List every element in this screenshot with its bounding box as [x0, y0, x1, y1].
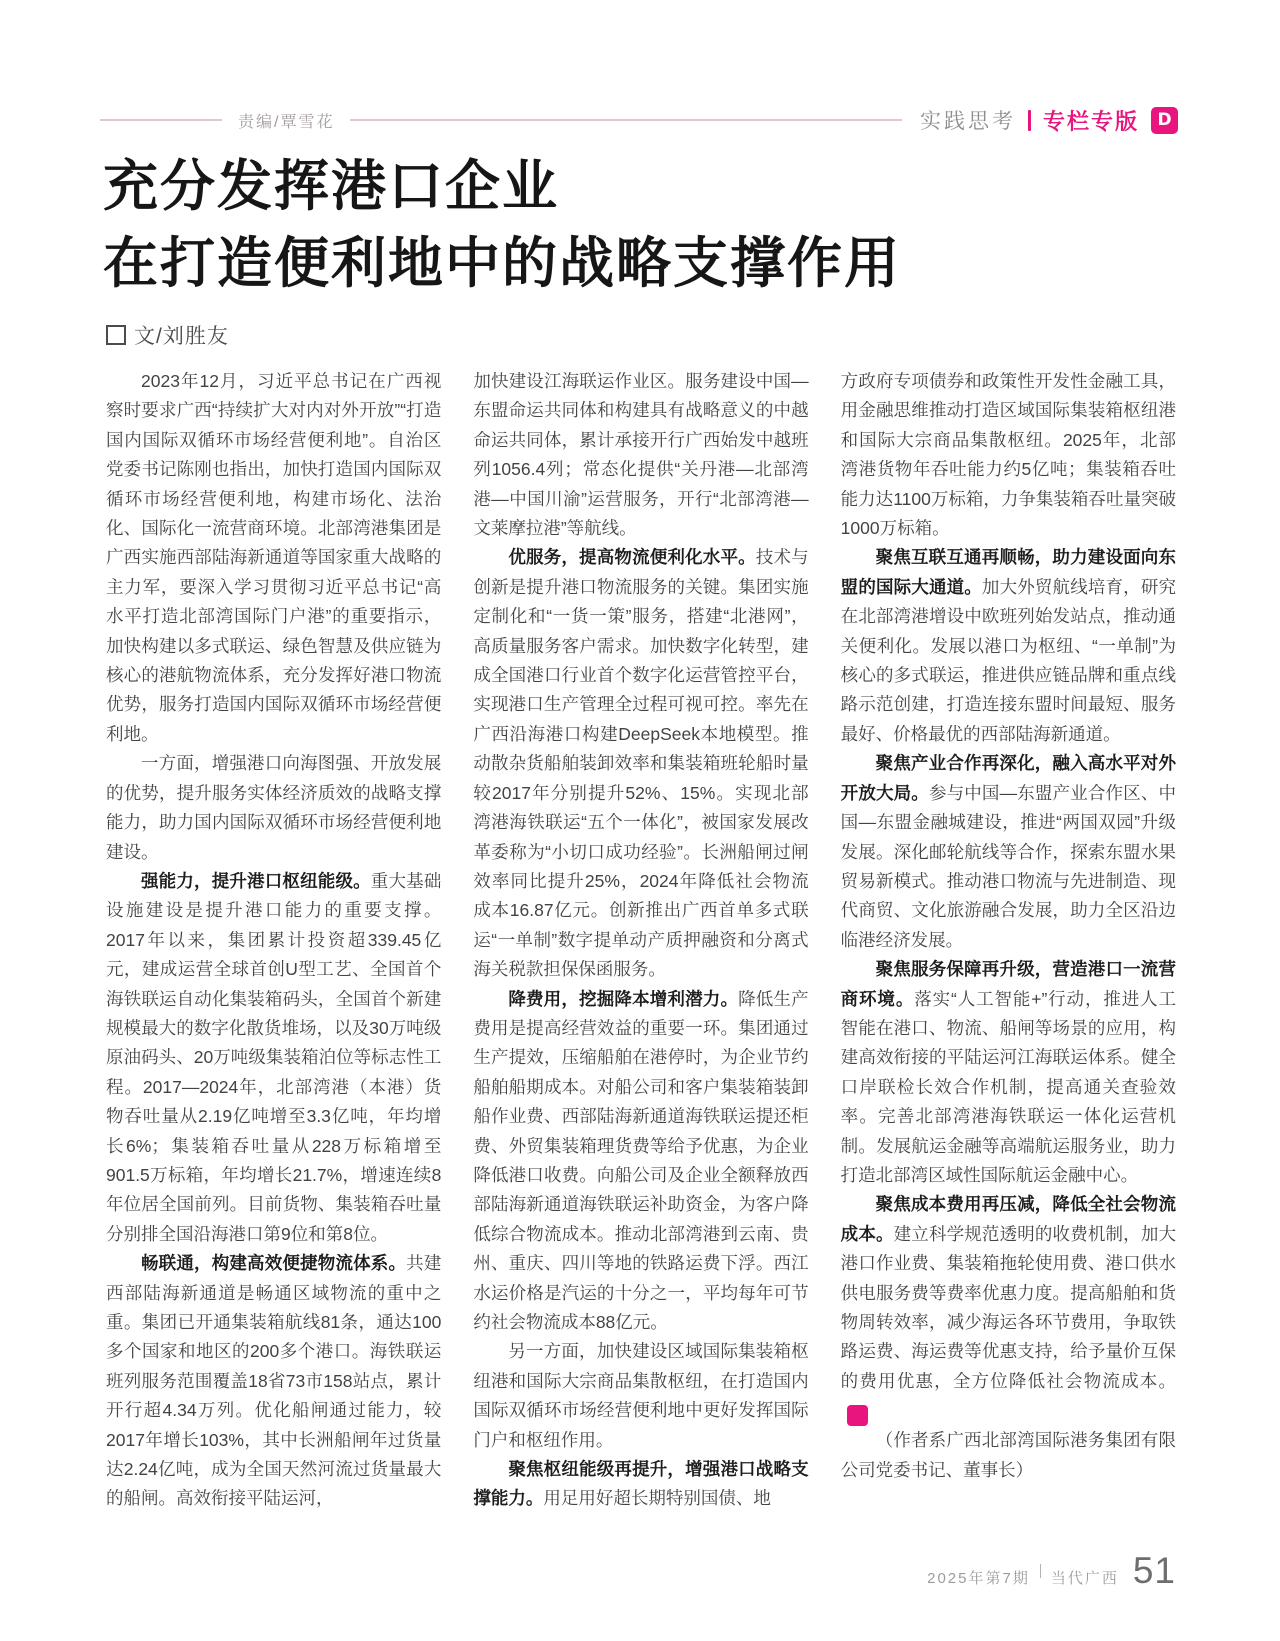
- article-paragraph: 降费用，挖掘降本增利潜力。降低生产费用是提高经营效益的重要一环。集团通过生产提效，压缩船舶在港停时，为企业节约船舶船期成本。对船公司和客户集装箱装卸船作业费、西部陆海新通道海铁联运提还柜费、外贸集装箱理货费等给予优惠，为企业降低港口收费。向船公司及企业全额释放西部陆海新通道海铁联运补助资金，为客户降低综合物流成本。推动北部湾港到云南、贵州、重庆、四川等地的铁路运费下浮。西江水运价格是汽运的十分之一，平均每年可节约社会物流成本88亿元。: [473, 988, 809, 1332]
- footer-page-number: 51: [1132, 1550, 1176, 1591]
- header-rule-left: [100, 119, 222, 121]
- article-title: [103, 148, 1173, 302]
- article-paragraph: 聚焦互联互通再顺畅，助力建设面向东盟的国际大通道。加大外贸航线培育，研究在北部湾港增设中欧班列始发站点，推动通关便利化。发展以港口为枢纽、“一单制”为核心的多式联运，推进供应链品牌和重点线路示范创建，打造连接东盟时间最短、服务最好、价格最优的西部陆海新通道。: [840, 547, 1176, 744]
- article-paragraph: 一方面，增强港口向海图强、开放发展的优势，提升服务实体经济质效的战略支撑能力，助力国内国际双循环市场经营便利地建设。: [106, 753, 442, 862]
- article-paragraph: 畅联通，构建高效便捷物流体系。共建西部陆海新通道是畅通区域物流的重中之重。集团已开通集装箱航线81条，通达100多个国家和地区的200多个港口。海铁联运班列服务范围覆盖18省73市158站点，累计开行超4.34万列。优化船闸通过能力，较2017年增长103%，其中长洲船闸年过货量达2.24亿吨，成为全国天然河流过货量最大的船闸。高效衔接平陆运河，: [106, 1253, 442, 1509]
- article-paragraph: 加快建设江海联运作业区。服务建设中国—东盟命运共同体和构建具有战略意义的中越命运共同体，累计承接开行广西始发中越班列1056.4列；常态化提供“关丹港—北部湾港—中国川渝”运营服务，开行“北部湾港—文莱摩拉港”等航线。: [473, 371, 809, 539]
- column-edition-label: 专栏专版: [1042, 108, 1139, 134]
- article-paragraph: 2023年12月，习近平总书记在广西视察时要求广西“持续扩大对内对外开放”“打造国内国际双循环市场经营便利地”。自治区党委书记陈刚也指出，加快打造国内国际双循环市场经营便利地，构建市场化、法治化、国际化一流营商环境。北部湾港集团是广西实施西部陆海新通道等国家重大战略的主力军，要深入学习贯彻习近平总书记“高水平打造北部湾国际门户港”的重要指示，加快构建以多式联运、绿色智慧及供应链为核心的港航物流体系，充分发挥好港口物流优势，服务打造国内国际双循环市场经营便利地。: [106, 371, 442, 744]
- article-column-3: [841, 367, 1176, 1514]
- footer-divider: [1040, 1564, 1041, 1578]
- paragraph-lead: 聚焦互联互通再顺畅，助力建设面向东盟的国际大通道。: [840, 547, 1176, 597]
- section-label: 实践思考: [919, 110, 1016, 133]
- paragraph-lead: 强能力，提升港口枢纽能级。: [141, 870, 371, 891]
- footer-issue: 2025年第7期: [927, 1570, 1030, 1587]
- article-paragraph: 方政府专项债券和政策性开发性金融工具，用金融思维推动打造区域国际集装箱枢纽港和国际大宗商品集散枢纽。2025年，北部湾港货物年吞吐能力约5亿吨；集装箱吞吐能力达1100万标箱，力争集装箱吞吐量突破1000万标箱。: [840, 371, 1176, 539]
- editor-credit: 责编/覃雪花: [238, 113, 335, 131]
- article-body: [106, 367, 1176, 1514]
- page-header: [100, 104, 1178, 136]
- article-paragraph: 聚焦产业合作再深化，融入高水平对外开放大局。参与中国—东盟产业合作区、中国—东盟金融城建设，推进“两国双园”升级发展。深化邮轮航线等合作，探索东盟水果贸易新模式。推动港口物流与先进制造、现代商贸、文化旅游融合发展，助力全区沿边临港经济发展。: [840, 753, 1176, 950]
- paragraph-lead: 降费用，挖掘降本增利潜力。: [508, 988, 739, 1009]
- article-title-line2: 在打造便利地中的战略支撑作用: [103, 232, 902, 294]
- article-column-2: [473, 367, 808, 1514]
- article-paragraph: 强能力，提升港口枢纽能级。重大基础设施建设是提升港口能力的重要支撑。2017年以来，集团累计投资超339.45亿元，建成运营全球首创U型工艺、全国首个海铁联运自动化集装箱码头，全国首个新建规模最大的数字化散货堆场，以及30万吨级原油码头、20万吨级集装箱泊位等标志性工程。2017—2024年，北部湾港（本港）货物吞吐量从2.19亿吨增至3.3亿吨，年均增长6%；集装箱吞吐量从228万标箱增至901.5万标箱，年均增长21.7%，增速连续8年位居全国前列。目前货物、集装箱吞吐量分别排全国沿海港口第9位和第8位。: [106, 870, 442, 1244]
- article-end-mark-logo-icon: D: [847, 1405, 868, 1426]
- byline: [106, 320, 229, 350]
- paragraph-lead: 聚焦产业合作再深化，融入高水平对外开放大局。: [840, 753, 1176, 803]
- paragraph-lead: 畅联通，构建高效便捷物流体系。: [141, 1253, 407, 1274]
- article-paragraph: 聚焦服务保障再升级，营造港口一流营商环境。落实“人工智能+”行动，推进人工智能在港口、物流、船闸等场景的应用，构建高效衔接的平陆运河江海联运体系。健全口岸联检长效合作机制，提高通关查验效率。完善北部湾港海铁联运一体化运营机制。发展航运金融等高端航运服务业，助力打造北部湾区域性国际航运金融中心。: [840, 959, 1176, 1185]
- article-column-1: [106, 367, 441, 1514]
- byline-box-icon: [106, 325, 126, 345]
- paragraph-lead: 聚焦服务保障再升级，营造港口一流营商环境。: [840, 959, 1176, 1009]
- magazine-logo-icon: D: [1151, 107, 1178, 134]
- paragraph-lead: 聚焦成本费用再压减，降低全社会物流成本。: [840, 1194, 1176, 1244]
- paragraph-lead: 聚焦枢纽能级再提升，增强港口战略支撑能力。: [473, 1459, 809, 1509]
- header-divider: [1028, 110, 1031, 131]
- article-paragraph: （作者系广西北部湾国际港务集团有限公司党委书记、董事长）: [840, 1430, 1176, 1480]
- paragraph-lead: 优服务，提高物流便利化水平。: [508, 547, 756, 568]
- article-paragraph: 另一方面，加快建设区域国际集装箱枢纽港和国际大宗商品集散枢纽，在打造国内国际双循环市场经营便利地中更好发挥国际门户和枢纽作用。: [473, 1341, 809, 1450]
- page-footer: [927, 1550, 1176, 1592]
- article-paragraph: 优服务，提高物流便利化水平。技术与创新是提升港口物流服务的关键。集团实施定制化和“一货一策”服务，搭建“北港网”，高质量服务客户需求。加快数字化转型，建成全国港口行业首个数字化运营管控平台，实现港口生产管理全过程可视可控。率先在广西沿海港口构建DeepSeek本地模型。推动散杂货船舶装卸效率和集装箱班轮船时量较2017年分别提升52%、15%。实现北部湾港海铁联运“五个一体化”，被国家发展改革委称为“小切口成功经验”。长洲船闸过闸效率同比提升25%，2024年降低社会物流成本16.87亿元。创新推出广西首单多式联运“一单制”数字提单动产质押融资和分离式海关税款担保保函服务。: [473, 547, 809, 980]
- header-rule-right: [350, 119, 902, 121]
- article-paragraph: 聚焦枢纽能级再提升，增强港口战略支撑能力。用足用好超长期特别国债、地: [473, 1459, 809, 1509]
- article-title-line1: 充分发挥港口企业: [103, 155, 560, 217]
- byline-text: 文/刘胜友: [134, 325, 229, 348]
- article-paragraph: 聚焦成本费用再压减，降低全社会物流成本。建立科学规范透明的收费机制，加大港口作业费、集装箱拖轮使用费、港口供水供电服务费等费率优惠力度。提高船舶和货物周转效率，减少海运各环节费用，争取铁路运费、海运费等优惠支持，给予量价互保的费用优惠，全方位降低社会物流成本。D: [841, 1190, 1176, 1426]
- footer-magazine: 当代广西: [1050, 1570, 1119, 1587]
